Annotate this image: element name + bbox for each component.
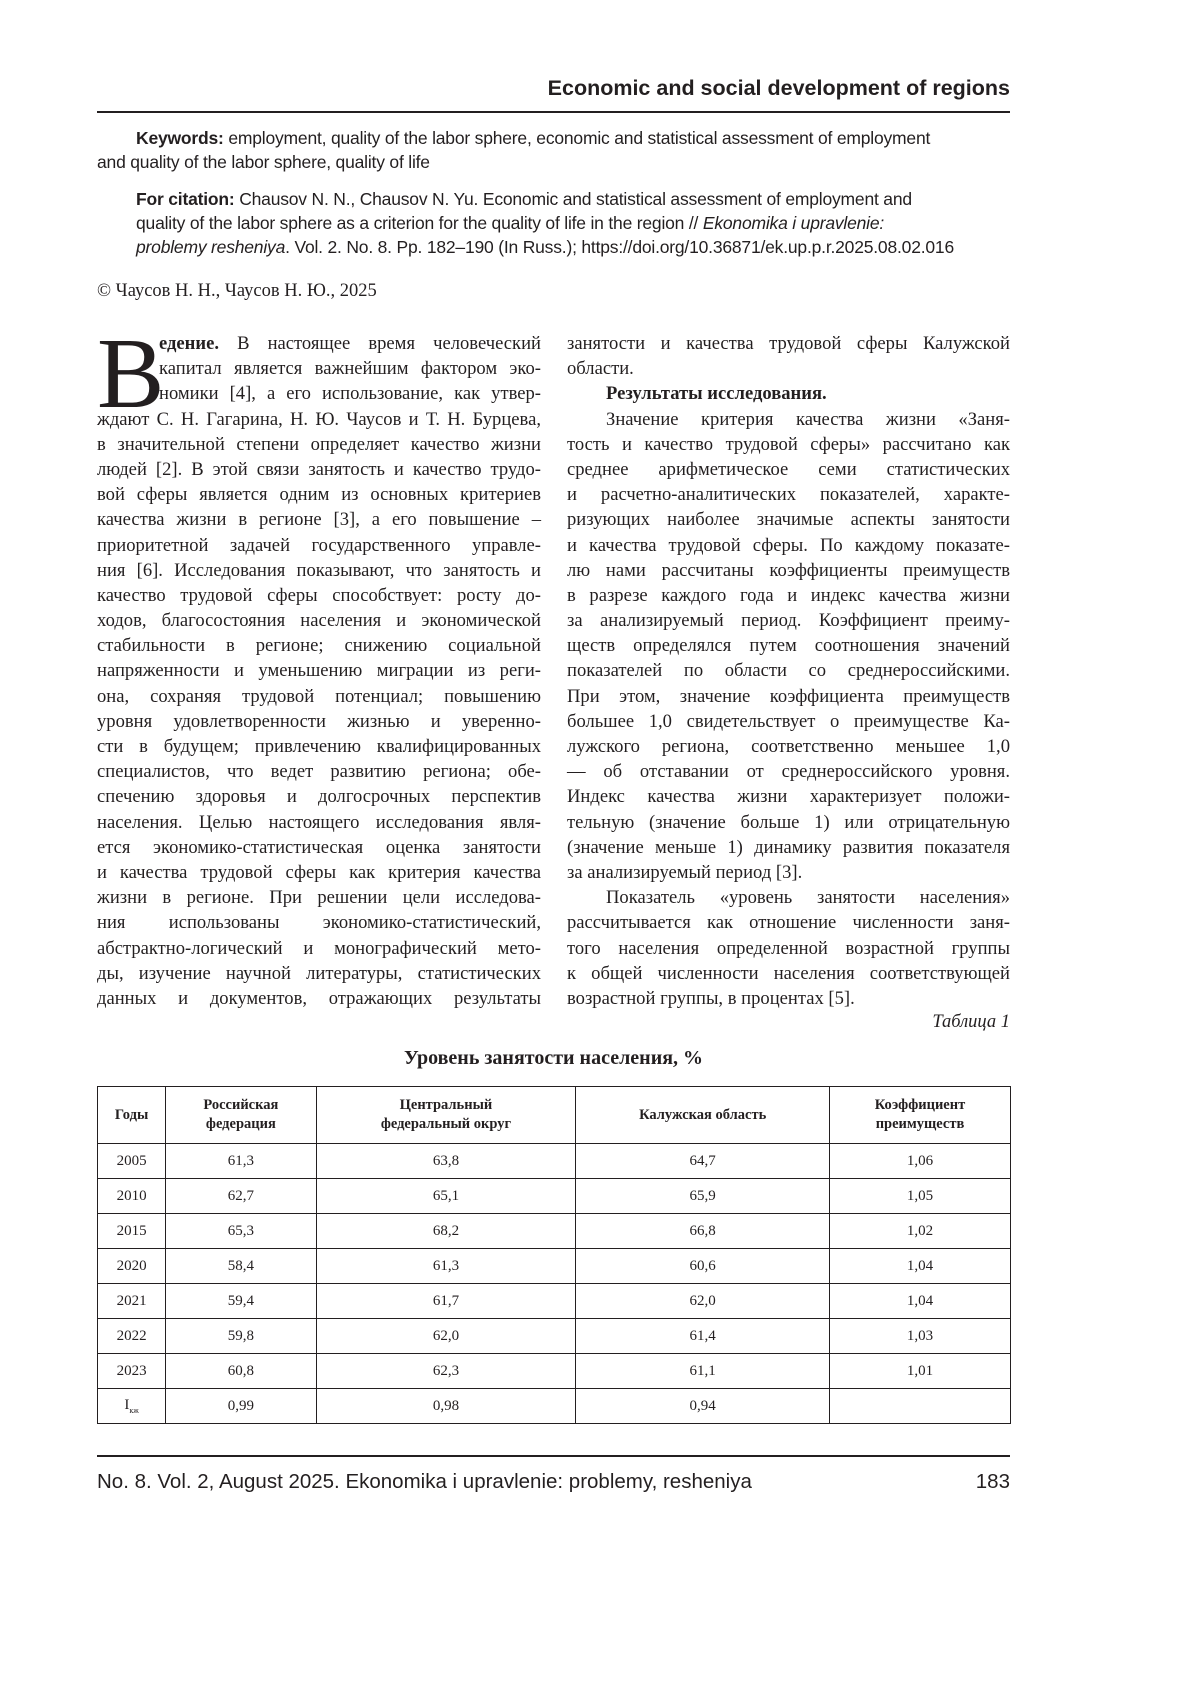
- table-row: [98, 1249, 1011, 1284]
- text-line: — об отставании от среднероссийского уровня.: [567, 759, 1010, 784]
- table-cell: 1,03: [830, 1319, 1011, 1354]
- header-rule: [97, 111, 1010, 113]
- header-text: федеральный округ: [381, 1116, 511, 1132]
- table-cell: [830, 1389, 1011, 1424]
- text-line: среднее арифметическое семи статистических: [567, 457, 1010, 482]
- header-text: преимуществ: [876, 1116, 965, 1132]
- text-line: лю нами рассчитаны коэффициенты преимуществ: [567, 558, 1010, 583]
- text-line: ния использованы экономико-статистический,: [97, 910, 541, 935]
- table-cell: 65,3: [166, 1214, 316, 1249]
- keywords-line1: employment, quality of the labor sphere, economic and statistical assessment of employment: [228, 128, 930, 148]
- table-cell: 62,7: [166, 1179, 316, 1214]
- citation-line2: quality of the labor sphere as a criterion for the quality of life in the region //: [136, 213, 703, 233]
- table-cell: 0,98: [316, 1389, 576, 1424]
- table-cell: 2021: [98, 1284, 166, 1319]
- text-line: и качества трудовой сферы как критерия качества: [97, 860, 541, 885]
- text-line: Индекс качества жизни характеризует положи-: [567, 784, 1010, 809]
- citation-line1: Chausov N. N., Chausov N. Yu. Economic and statistical assessment of employment and: [239, 189, 912, 209]
- index-subscript: кж: [129, 1406, 138, 1415]
- table-cell: 62,3: [316, 1354, 576, 1389]
- table-cell: 64,7: [576, 1144, 830, 1179]
- text-line: тельную (значение больше 1) или отрицательную: [567, 810, 1010, 835]
- text-line: капитал является важнейшим фактором эко-: [97, 356, 541, 381]
- body-column-right: [567, 331, 1010, 1011]
- text-line: (значение меньше 1) динамику развития показателя: [567, 835, 1010, 860]
- text-line: в разрезе каждого года и индекс качества жизни: [567, 583, 1010, 608]
- text-line: и расчетно-аналитических показателей, характе-: [567, 482, 1010, 507]
- citation-label: For citation:: [136, 189, 235, 209]
- table-cell: 60,6: [576, 1249, 830, 1284]
- table-cell: 1,04: [830, 1249, 1011, 1284]
- index-label-cell: [98, 1389, 166, 1424]
- table-cell: 1,04: [830, 1284, 1011, 1319]
- table-header-row: [98, 1087, 1011, 1144]
- text-line: лужского региона, соответственно меньшее 1,0: [567, 734, 1010, 759]
- citation: [97, 187, 1010, 259]
- text-line: вой сферы является одним из основных критериев: [97, 482, 541, 507]
- text-line: к общей численности населения соответствующей: [567, 961, 1010, 986]
- table-row: [98, 1179, 1011, 1214]
- table-cell: 1,02: [830, 1214, 1011, 1249]
- table-header-cell: [830, 1087, 1011, 1144]
- header-text: федерация: [206, 1116, 276, 1132]
- text-line: в значительной степени определяет качество жизни: [97, 432, 541, 457]
- table-cell: 60,8: [166, 1354, 316, 1389]
- text-line: напряженности и уменьшению миграции из реги-: [97, 658, 541, 683]
- header-text: Коэффициент: [875, 1097, 965, 1113]
- table-row: [98, 1354, 1011, 1389]
- table-cell: 2023: [98, 1354, 166, 1389]
- table-cell: 58,4: [166, 1249, 316, 1284]
- employment-table: [97, 1086, 1011, 1424]
- text-line: При этом, значение коэффициента преимуществ: [567, 684, 1010, 709]
- table-cell: 61,3: [166, 1144, 316, 1179]
- text-line: ды, изучение научной литературы, статистических: [97, 961, 541, 986]
- table-cell: 59,4: [166, 1284, 316, 1319]
- table-cell: 1,05: [830, 1179, 1011, 1214]
- text-line: номики [4], а его использование, как утвер-: [97, 381, 541, 406]
- text-line: возрастной группы, в процентах [5].: [567, 986, 1010, 1011]
- keywords-line2: and quality of the labor sphere, quality of life: [97, 150, 1010, 174]
- text-line: данных и документов, отражающих результаты: [97, 986, 541, 1011]
- keywords: [97, 126, 1010, 174]
- table-cell: 62,0: [316, 1319, 576, 1354]
- text-line: населения. Целью настоящего исследования явля-: [97, 810, 541, 835]
- text-line: показателей по области со среднероссийскими.: [567, 658, 1010, 683]
- copyright: © Чаусов Н. Н., Чаусов Н. Ю., 2025: [97, 281, 377, 302]
- text-line: приоритетной задачей государственного управле-: [97, 533, 541, 558]
- text-line: большее 1,0 свидетельствует о преимуществе Ка-: [567, 709, 1010, 734]
- running-head: Economic and social development of regions: [548, 76, 1010, 101]
- text-line: стабильности в регионе; снижению социальной: [97, 633, 541, 658]
- text-line: рассчитывается как отношение численности заня-: [567, 910, 1010, 935]
- text-line: Значение критерия качества жизни «Заня-: [567, 407, 1010, 432]
- table-cell: 65,1: [316, 1179, 576, 1214]
- text-line: людей [2]. В этой связи занятость и качество трудо-: [97, 457, 541, 482]
- text-line: ходов, благосостояния населения и экономической: [97, 608, 541, 633]
- table-row: [98, 1319, 1011, 1354]
- header-text: Российская: [203, 1097, 278, 1113]
- table-cell: 61,1: [576, 1354, 830, 1389]
- table-cell: 2010: [98, 1179, 166, 1214]
- table-cell: 61,3: [316, 1249, 576, 1284]
- table-cell: 2020: [98, 1249, 166, 1284]
- section-heading: Результаты исследования.: [567, 381, 1010, 406]
- table-row-index: [98, 1389, 1011, 1424]
- table-cell: 68,2: [316, 1214, 576, 1249]
- index-label: I: [124, 1397, 129, 1413]
- intro-heading: едение.: [159, 333, 219, 354]
- citation-doi[interactable]: . Vol. 2. No. 8. Pp. 182–190 (In Russ.); https://doi.org/10.36871/ek.up.p.r.2025.08.02.016: [285, 237, 954, 257]
- text-line: ется экономико-статистическая оценка занятости: [97, 835, 541, 860]
- text-line: за анализируемый период [3].: [567, 860, 1010, 885]
- text-line: ждают С. Н. Гагарина, Н. Ю. Чаусов и Т. Н. Бурцева,: [97, 407, 541, 432]
- table-cell: 63,8: [316, 1144, 576, 1179]
- table-header-cell: [166, 1087, 316, 1144]
- table-cell: 59,8: [166, 1319, 316, 1354]
- table-title: Уровень занятости населения, %: [0, 1047, 1107, 1070]
- table-label: Таблица 1: [932, 1012, 1010, 1033]
- keywords-label: Keywords:: [136, 128, 224, 148]
- text-line: сти в будущем; привлечению квалифицированных: [97, 734, 541, 759]
- table-row: [98, 1214, 1011, 1249]
- table-cell: 2005: [98, 1144, 166, 1179]
- table-row: [98, 1284, 1011, 1319]
- text-line: качества жизни в регионе [3], а его повышение –: [97, 507, 541, 532]
- text-line: занятости и качества трудовой сферы Калужской: [567, 331, 1010, 356]
- table-cell: 0,94: [576, 1389, 830, 1424]
- text-line: Показатель «уровень занятости населения»: [567, 885, 1010, 910]
- footer-rule: [97, 1455, 1010, 1457]
- table-header-cell: [316, 1087, 576, 1144]
- header-text: Центральный: [400, 1097, 493, 1113]
- table-cell: 62,0: [576, 1284, 830, 1319]
- journal-name-cont: problemy resheniya: [136, 237, 285, 257]
- table-cell: 65,9: [576, 1179, 830, 1214]
- text-line: качество трудовой сферы способствует: росту до-: [97, 583, 541, 608]
- body-column-left: [97, 331, 541, 1011]
- drop-cap: В: [97, 328, 164, 418]
- page-number: 183: [976, 1470, 1010, 1494]
- footer-text: No. 8. Vol. 2, August 2025. Ekonomika i upravlenie: problemy, resheniya: [97, 1470, 752, 1494]
- text-line: [97, 331, 541, 356]
- table-cell: 61,4: [576, 1319, 830, 1354]
- text-line: специалистов, что ведет развитию региона; обе-: [97, 759, 541, 784]
- text-line-content: В настоящее время человеческий: [219, 333, 541, 354]
- header-text: Годы: [115, 1107, 148, 1123]
- text-line: ния [6]. Исследования показывают, что занятость и: [97, 558, 541, 583]
- text-line: ществ определялся путем соотношения значений: [567, 633, 1010, 658]
- table-cell: 61,7: [316, 1284, 576, 1319]
- table-cell: 1,01: [830, 1354, 1011, 1389]
- text-line: и качества трудовой сферы. По каждому показате-: [567, 533, 1010, 558]
- table-cell: 2022: [98, 1319, 166, 1354]
- text-line: того населения определенной возрастной группы: [567, 936, 1010, 961]
- table-row: [98, 1144, 1011, 1179]
- text-line: спечению здоровья и долгосрочных перспектив: [97, 784, 541, 809]
- table-header-cell: [576, 1087, 830, 1144]
- header-text: Калужская область: [639, 1107, 766, 1123]
- text-line: области.: [567, 356, 1010, 381]
- text-line: уровня удовлетворенности жизнью и уверенно-: [97, 709, 541, 734]
- journal-name: Ekonomika i upravlenie:: [703, 213, 884, 233]
- text-line: ризующих наиболее значимые аспекты занятости: [567, 507, 1010, 532]
- text-line: за анализируемый период. Коэффициент преиму-: [567, 608, 1010, 633]
- text-line: жизни в регионе. При решении цели исследова-: [97, 885, 541, 910]
- table-cell: 0,99: [166, 1389, 316, 1424]
- text-line: абстрактно-логический и монографический мето-: [97, 936, 541, 961]
- text-line: она, сохраняя трудовой потенциал; повышению: [97, 684, 541, 709]
- table-cell: 2015: [98, 1214, 166, 1249]
- table-cell: 1,06: [830, 1144, 1011, 1179]
- text-line: тость и качество трудовой сферы» рассчитано как: [567, 432, 1010, 457]
- table-cell: 66,8: [576, 1214, 830, 1249]
- table-header-cell: [98, 1087, 166, 1144]
